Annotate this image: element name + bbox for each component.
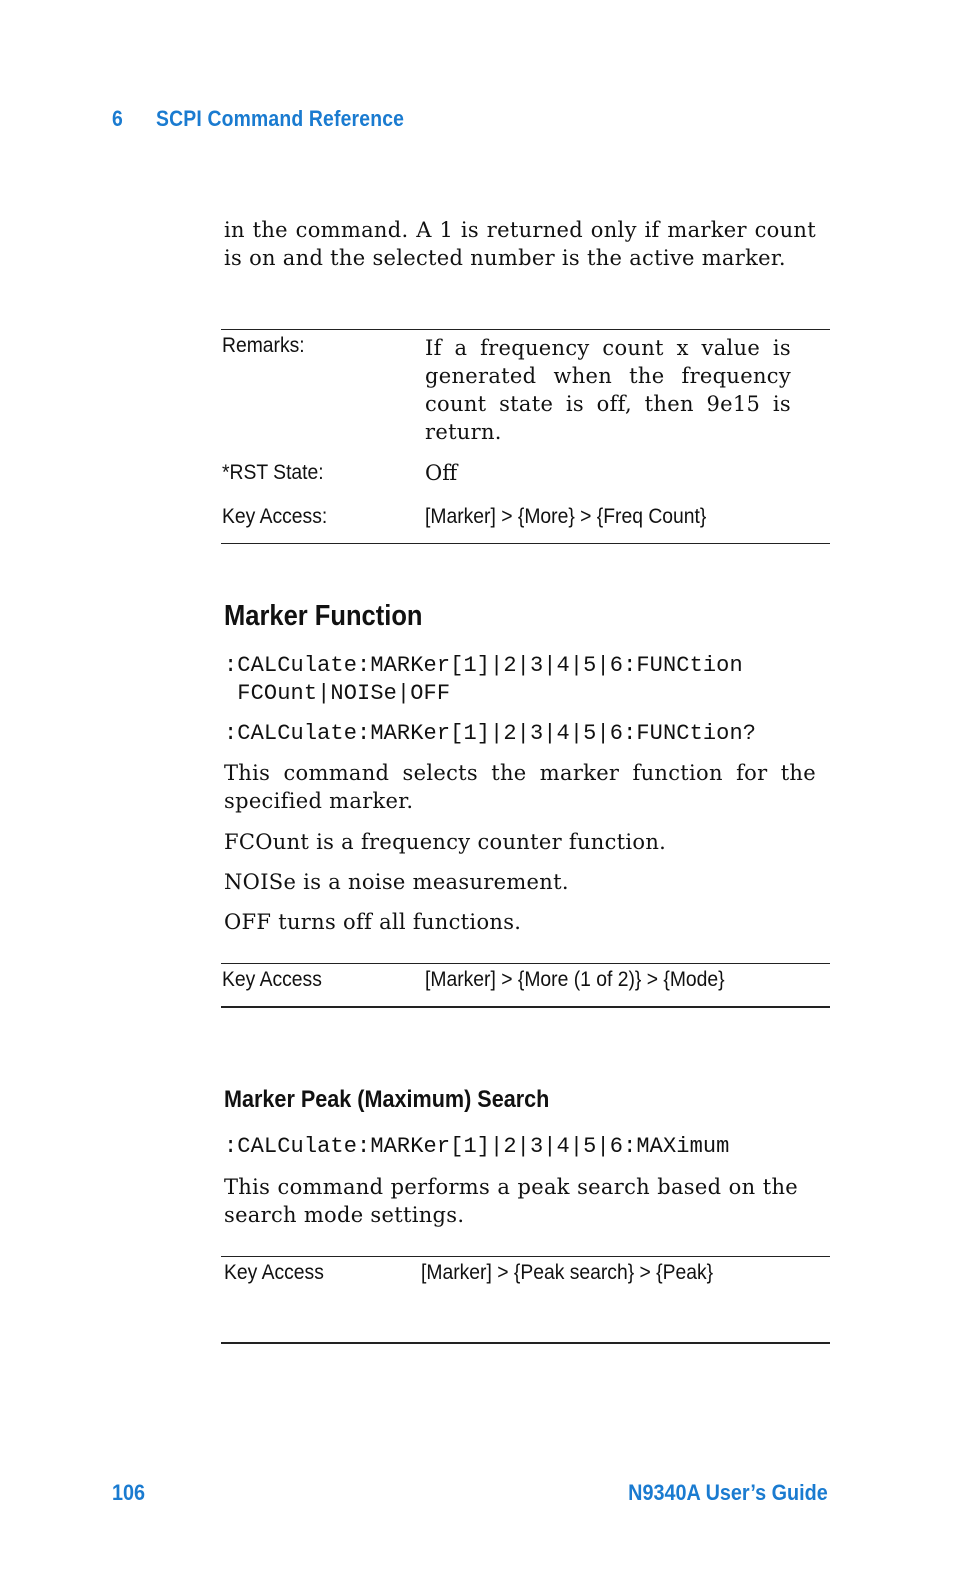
- rst-state-label: *RST State:: [222, 461, 324, 484]
- remarks-value: If a frequency count x value is generated when the frequency count state is off, then 9e15 is return.: [425, 336, 791, 444]
- chapter-title: SCPI Command Reference: [156, 106, 405, 131]
- page-number: 106: [112, 1480, 146, 1505]
- rst-state-value: Off: [425, 461, 458, 485]
- section-heading-marker-peak: Marker Peak (Maximum) Search: [224, 1086, 550, 1113]
- command-syntax-line2: FCOunt|NOISe|OFF: [224, 681, 451, 706]
- key-access-label: Key Access:: [222, 505, 328, 528]
- command-syntax-line1: :CALCulate:MARKer[1]|2|3|4|5|6:FUNCtion: [224, 653, 743, 678]
- key-access-label: Key Access: [224, 1261, 324, 1284]
- description-paragraph: This command performs a peak search based on the search mode settings.: [224, 1175, 798, 1227]
- key-access-table-top-rule: [221, 963, 830, 964]
- chapter-number: 6: [112, 106, 123, 131]
- key-access-value: [Marker] > {More (1 of 2)} > {Mode}: [425, 968, 725, 991]
- intro-paragraph: in the command. A 1 is returned only if marker count is on and the selected number is the active marker.: [224, 218, 816, 270]
- query-syntax: :CALCulate:MARKer[1]|2|3|4|5|6:FUNCtion?: [224, 721, 757, 746]
- table-bottom-rule: [221, 543, 830, 544]
- running-header: [112, 106, 404, 132]
- key-access-value: [Marker] > {More} > {Freq Count}: [425, 505, 707, 528]
- command-syntax: :CALCulate:MARKer[1]|2|3|4|5|6:MAXimum: [224, 1134, 730, 1159]
- key-access-label: Key Access: [222, 968, 322, 991]
- key-access-table-bottom-rule: [221, 1006, 830, 1008]
- remarks-label: Remarks:: [222, 334, 305, 357]
- section-heading-marker-function: Marker Function: [224, 600, 423, 632]
- table-top-rule: [221, 329, 830, 330]
- key-access-table-bottom-rule: [221, 1342, 830, 1344]
- description-paragraph: This command selects the marker function for the specified marker.: [224, 761, 816, 813]
- key-access-table-top-rule: [221, 1256, 830, 1257]
- off-paragraph: OFF turns off all functions.: [224, 910, 522, 934]
- noise-paragraph: NOISe is a noise measurement.: [224, 870, 569, 894]
- guide-title: N9340A User’s Guide: [628, 1480, 828, 1505]
- fcount-paragraph: FCOunt is a frequency counter function.: [224, 830, 667, 854]
- key-access-value: [Marker] > {Peak search} > {Peak}: [421, 1261, 714, 1284]
